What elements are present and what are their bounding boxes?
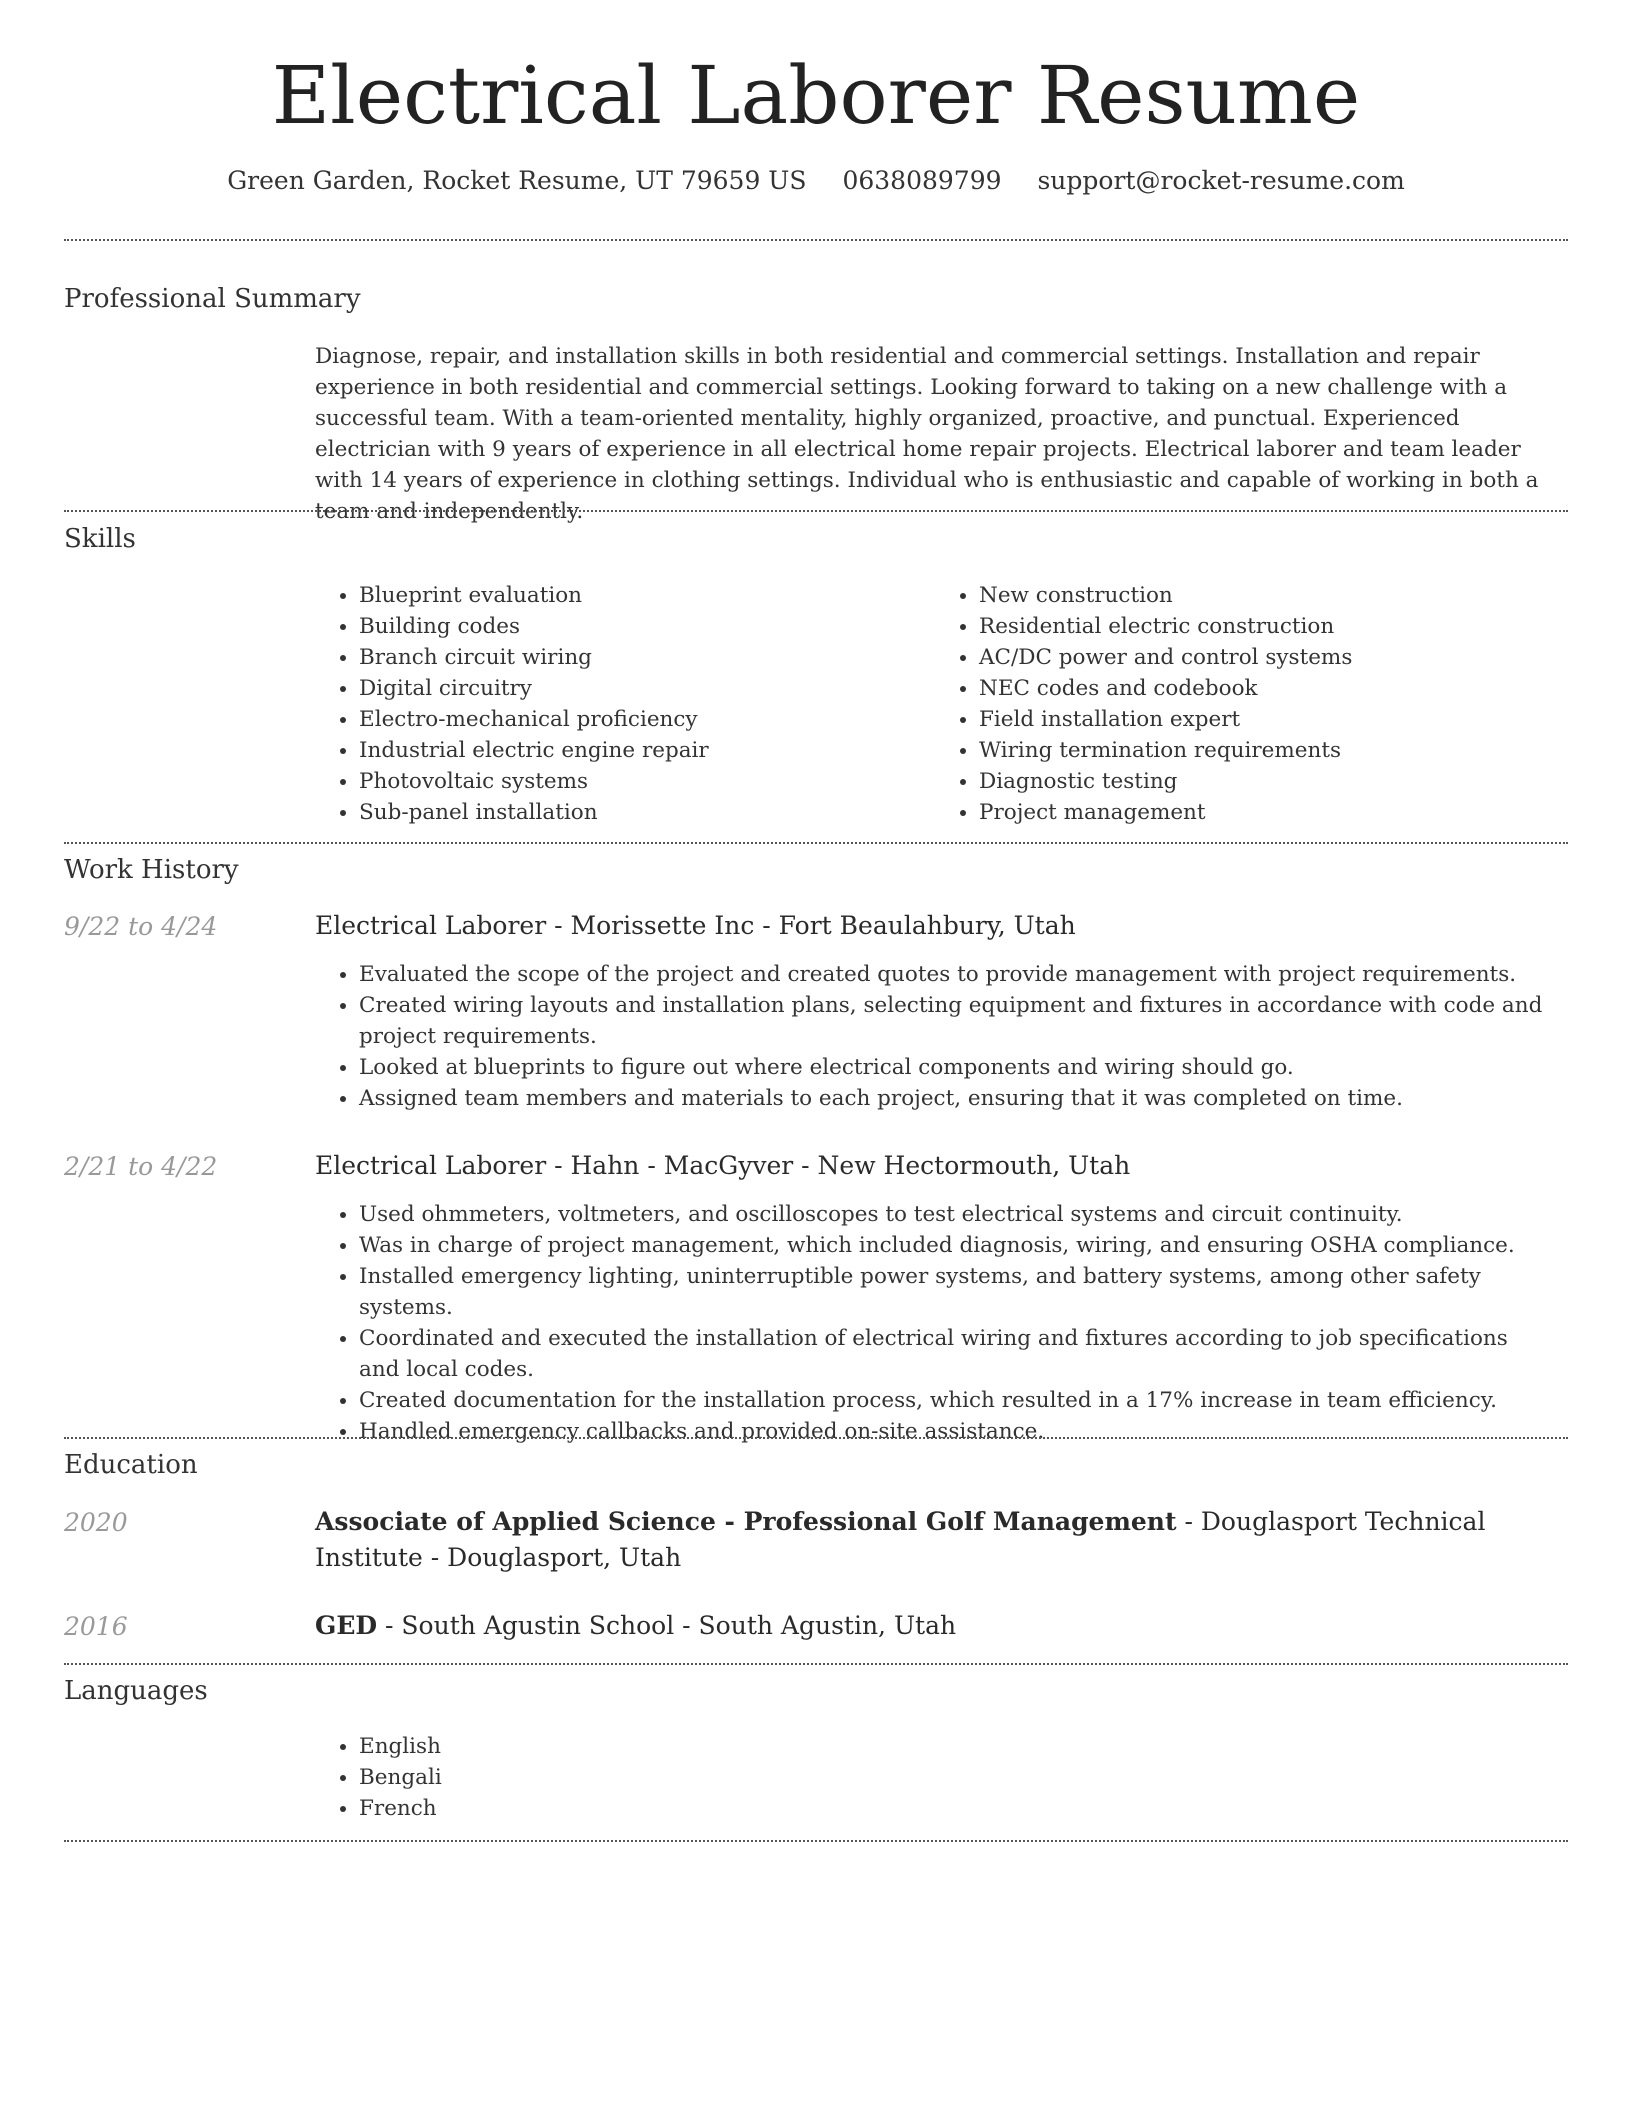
divider <box>64 1840 1568 1842</box>
job-bullet: • Looked at blueprints to figure out where electrical components and wiring should go. <box>359 1052 1555 1083</box>
language-item: • Bengali <box>359 1762 1555 1793</box>
section-title-languages: Languages <box>64 1676 208 1706</box>
section-title-summary: Professional Summary <box>64 284 361 314</box>
skill-item: • NEC codes and codebook <box>979 673 1555 704</box>
job-bullets <box>315 1199 1555 1447</box>
school-info: - South Agustin School - South Agustin, Utah <box>377 1611 957 1640</box>
job-title: Electrical Laborer - Hahn - MacGyver - New Hectormouth, Utah <box>315 1151 1131 1180</box>
skill-item: • Digital circuitry <box>359 673 935 704</box>
job-bullet: • Used ohmmeters, voltmeters, and oscilloscopes to test electrical systems and circuit continuity. <box>359 1199 1555 1230</box>
job-bullet: • Coordinated and executed the installation of electrical wiring and fixtures according to job specifications and local codes. <box>359 1323 1555 1385</box>
degree-name: GED <box>315 1611 378 1640</box>
skills-column-right <box>935 580 1555 828</box>
language-item: • English <box>359 1731 1555 1762</box>
section-title-work: Work History <box>64 855 239 885</box>
address-text: Green Garden, Rocket Resume, UT 79659 US <box>227 166 807 195</box>
job-title: Electrical Laborer - Morissette Inc - Fort Beaulahbury, Utah <box>315 911 1076 940</box>
skill-item: • Blueprint evaluation <box>359 580 935 611</box>
language-item: • French <box>359 1793 1555 1824</box>
skill-item: • Sub-panel installation <box>359 797 935 828</box>
skill-item: • Photovoltaic systems <box>359 766 935 797</box>
skill-item: • Building codes <box>359 611 935 642</box>
page-title: Electrical Laborer Resume <box>271 49 1361 142</box>
languages-list <box>315 1731 1555 1824</box>
job-bullet: • Handled emergency callbacks and provided on-site assistance. <box>359 1416 1555 1447</box>
skill-item: • Project management <box>979 797 1555 828</box>
section-title-skills: Skills <box>64 524 136 554</box>
education-year: 2020 <box>64 1508 128 1537</box>
job-bullets <box>315 959 1555 1114</box>
summary-text: Diagnose, repair, and installation skills in both residential and commercial settings. Installation and repair experience in both residential and commercial settings. Looking forward to taking on a new challenge with a successful team. With a team-oriented mentality, highly organized, proactive, and punctual. Experienced electrician with 9 years of experience in all electrical home repair projects. Electrical laborer and team leader with 14 years of experience in clothing settings. Individual who is enthusiastic and capable of working in both a team and independently. <box>315 344 1539 524</box>
job-bullet: • Evaluated the scope of the project and created quotes to provide management with project requirements. <box>359 959 1555 990</box>
skills-column-left <box>315 580 935 828</box>
education-entry <box>315 1504 1555 1576</box>
divider <box>64 510 1568 512</box>
job-bullet: • Created documentation for the installation process, which resulted in a 17% increase in team efficiency. <box>359 1385 1555 1416</box>
education-entry <box>315 1608 1555 1644</box>
skill-item: • Branch circuit wiring <box>359 642 935 673</box>
resume-header <box>0 0 1632 195</box>
job-bullet: • Was in charge of project management, which included diagnosis, wiring, and ensuring OSHA compliance. <box>359 1230 1555 1261</box>
skill-item: • Residential electric construction <box>979 611 1555 642</box>
skill-item: • Field installation expert <box>979 704 1555 735</box>
job-bullet: • Installed emergency lighting, uninterruptible power systems, and battery systems, among other safety systems. <box>359 1261 1555 1323</box>
divider <box>64 1663 1568 1665</box>
email-text: support@rocket-resume.com <box>1037 166 1405 195</box>
degree-name: Associate of Applied Science - Professional Golf Management <box>315 1507 1177 1536</box>
job-dates: 9/22 to 4/24 <box>64 912 218 941</box>
divider <box>64 239 1568 241</box>
job-bullet: • Created wiring layouts and installation plans, selecting equipment and fixtures in accordance with code and project requirements. <box>359 990 1555 1052</box>
phone-text: 0638089799 <box>842 166 1002 195</box>
skill-item: • Wiring termination requirements <box>979 735 1555 766</box>
skill-item: • Diagnostic testing <box>979 766 1555 797</box>
contact-line <box>0 166 1632 195</box>
skill-item: • Industrial electric engine repair <box>359 735 935 766</box>
section-title-education: Education <box>64 1450 198 1480</box>
skills-list <box>315 580 1555 828</box>
job-bullet: • Assigned team members and materials to each project, ensuring that it was completed on time. <box>359 1083 1555 1114</box>
skill-item: • New construction <box>979 580 1555 611</box>
school-info: - Douglasport Technical Institute - Douglasport, Utah <box>315 1507 1486 1572</box>
divider <box>64 842 1568 844</box>
education-year: 2016 <box>64 1612 128 1641</box>
job-dates: 2/21 to 4/22 <box>64 1152 218 1181</box>
divider <box>64 1437 1568 1439</box>
skill-item: • AC/DC power and control systems <box>979 642 1555 673</box>
skill-item: • Electro-mechanical proficiency <box>359 704 935 735</box>
